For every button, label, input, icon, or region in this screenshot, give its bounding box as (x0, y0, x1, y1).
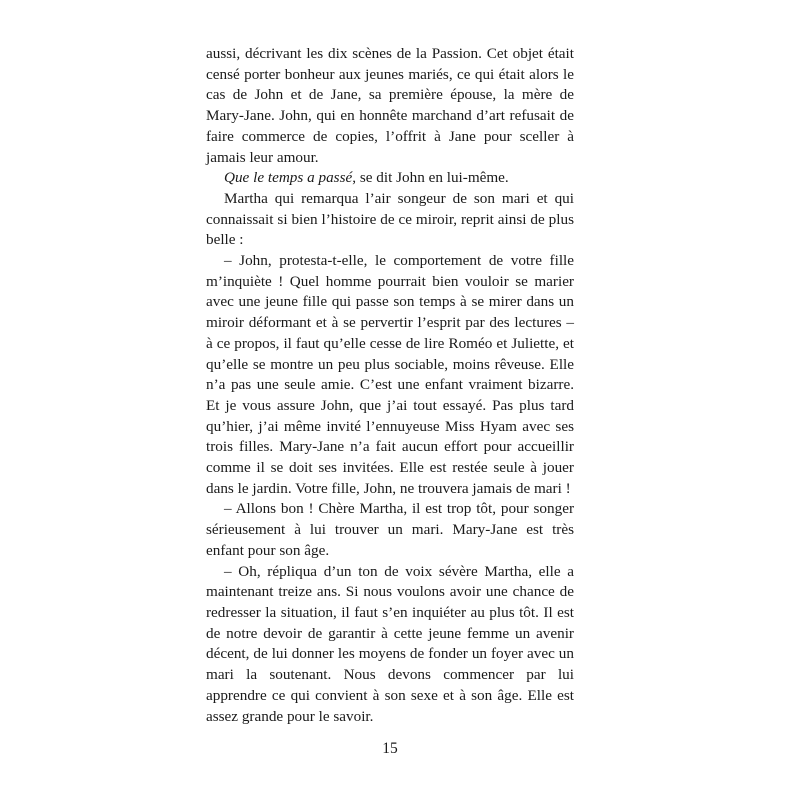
paragraph-3: Martha qui remarqua l’air songeur de son mari et qui connaissait si bien l’histoire de ce miroir, reprit ainsi de plus belle : (206, 189, 574, 249)
paragraph-6: – Oh, répliqua d’un ton de voix sévère Martha, elle a maintenant treize ans. Si nous voulons avoir une chance de redresser la situation, il faut s’en inquiéter au plus tôt. Il est de notre devoir de garantir à cette jeune femme un avenir décent, de lui donner les moyens de fonder un foyer avec un mari la soutenant. Nous devons commencer par lui apprendre ce qui convient à son sexe et à son âge. Elle est assez grande pour le savoir. (206, 562, 574, 725)
paragraph-4: – John, protesta-t-elle, le comportement de votre fille m’inquiète ! Quel homme pourrait bien vouloir se marier avec une jeune fille qui passe son temps à se mirer dans un miroir déformant et à se pervertir l’esprit par des lectures – à ce propos, il faut qu’elle cesse de lire Roméo et Juliette, et qu’elle se montre un peu plus sociable, moins rêveuse. Elle n’a pas une seule amie. C’est une enfant vraiment bizarre. Et je vous assure John, que j’ai tout essayé. Pas plus tard qu’hier, j’ai même invité l’ennuyeuse Miss Hyam avec ses trois filles. Mary-Jane n’a fait aucun effort pour accueillir comme il se doit ses invitées. Elle est restée seule à jouer dans le jardin. Votre fille, John, ne trouvera jamais de mari ! (206, 252, 574, 497)
paragraph-1: aussi, décrivant les dix scènes de la Passion. Cet objet était censé porter bonheur aux jeunes mariés, ce qui était alors le cas de John et de Jane, sa première épouse, la mère de Mary-Jane. John, qui en honnête marchand d’art refusait de faire commerce de copies, l’offrit à Jane pour sceller à jamais leur amour. (206, 45, 574, 166)
paragraph-2-italic: Que le temps a passé (224, 169, 353, 187)
body-text (206, 44, 574, 727)
book-page (206, 44, 574, 784)
paragraph-2-text: , se dit John en lui-même. (352, 169, 509, 187)
paragraph-2 (206, 168, 574, 189)
page-number: 15 (382, 740, 398, 757)
paragraph-5: – Allons bon ! Chère Martha, il est trop tôt, pour songer sérieusement à lui trouver un mari. Mary-Jane est très enfant pour son âge. (206, 500, 574, 559)
